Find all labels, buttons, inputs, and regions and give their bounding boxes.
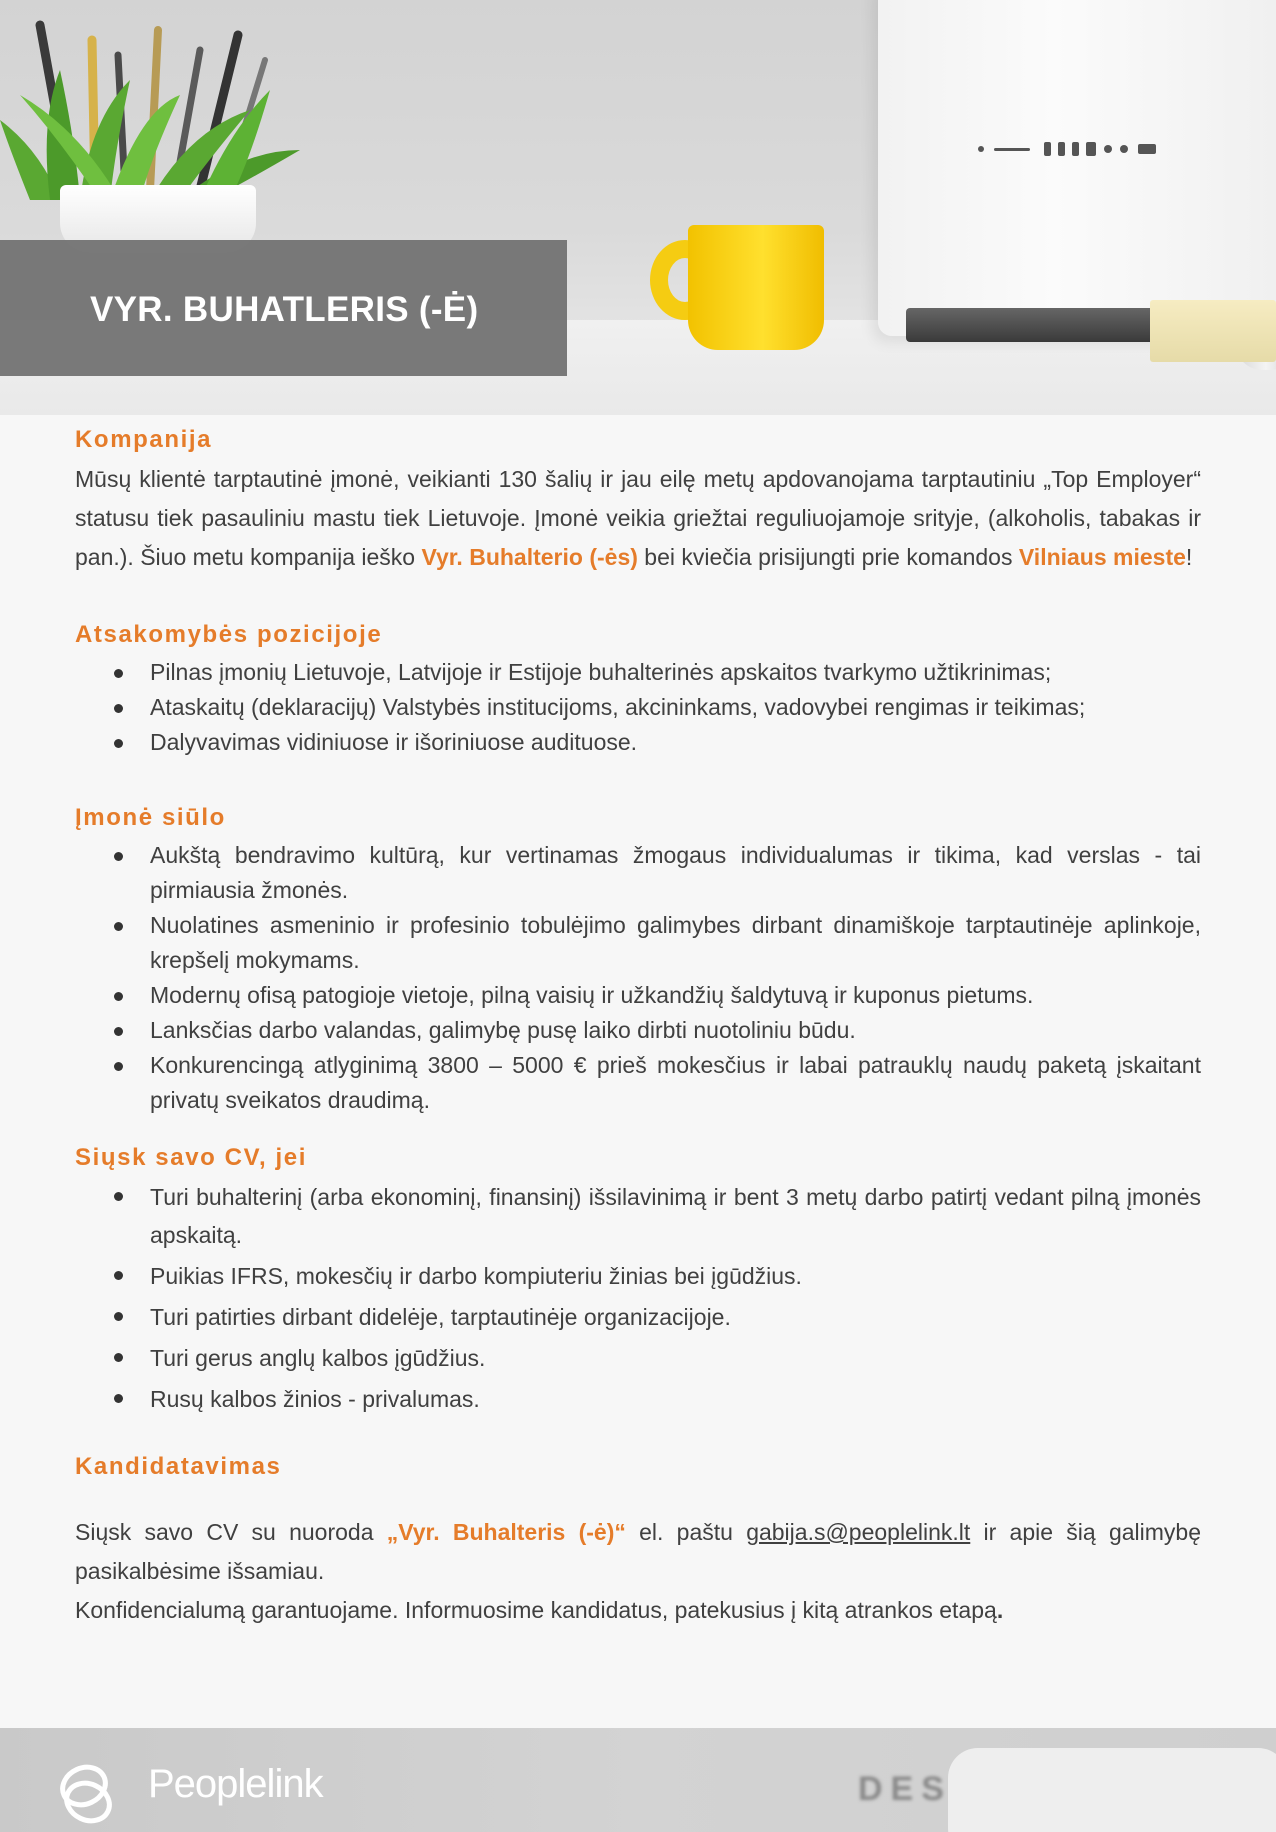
email-link[interactable]: gabija.s@peoplelink.lt: [746, 1519, 971, 1545]
confidentiality-period: .: [996, 1597, 1004, 1623]
footer-backdrop-shape: [948, 1748, 1276, 1832]
brand-name: Peoplelink: [148, 1762, 323, 1806]
list-item: Pilnas įmonių Lietuvoje, Latvijoje ir Estijoje buhalterinės apskaitos tvarkymo užtikrinimas;: [150, 655, 1201, 690]
requirements-section: [75, 1138, 1201, 1418]
list-item: Konkurencingą atlyginimą 3800 – 5000 € prieš mokesčius ir labai patrauklų naudų paketą įskaitant privatų sveikatos draudimą.: [150, 1048, 1201, 1118]
footer-backdrop-text: DES: [858, 1770, 952, 1808]
application-text: [75, 1513, 1201, 1591]
list-item: Rusų kalbos žinios - privalumas.: [150, 1380, 1201, 1418]
company-heading: Kompanija: [75, 426, 213, 453]
confidentiality-text: [75, 1591, 1201, 1630]
company-text-part-1: Mūsų klientė tarptautinė įmonė, veikianti 130 šalių ir jau eilę metų apdovanojama tarptautiniu „Top Employer“ statusu tiek pasauliniu mastu tiek Lietuvoje. Įmonė veikia griežtai reguliuojamoje srityje, (alkoholis, tabakas ir pan.). Šiuo metu kompanija ieško: [75, 466, 1201, 570]
list-item: Turi patirties dirbant didelėje, tarptautinėje organizacijoje.: [150, 1298, 1201, 1336]
offer-section: [75, 798, 1201, 1118]
confidentiality-note: Konfidencialumą garantuojame. Informuosime kandidatus, patekusius į kitą atrankos etapą: [75, 1597, 997, 1623]
yellow-mug-image: [688, 225, 824, 350]
list-item: Nuolatines asmeninio ir profesinio tobulėjimo galimybes dirbant dinamiškoje tarptautinėje aplinkoje, krepšelį mokymams.: [150, 908, 1201, 978]
title-box: [0, 240, 567, 376]
list-item: Ataskaitų (deklaracijų) Valstybės institucijoms, akcininkams, vadovybei rengimas ir teikimas;: [150, 690, 1201, 725]
responsibilities-section: [75, 615, 1201, 760]
application-text-part-3: ir apie šią galimybę pasikalbėsime išsamiau.: [75, 1519, 1201, 1584]
requirements-list: [75, 1178, 1201, 1418]
plant-pencils-image: [0, 0, 330, 205]
sticky-notes-image: [1150, 300, 1276, 362]
responsibilities-heading: Atsakomybės pozicijoje: [75, 621, 383, 648]
requirements-heading: Siųsk savo CV, jei: [75, 1144, 308, 1171]
company-section: [75, 420, 1201, 577]
list-item: Lanksčias darbo valandas, galimybę pusę laiko dirbti nuotoliniu būdu.: [150, 1013, 1201, 1048]
job-description: [75, 420, 1201, 1630]
responsibilities-list: [75, 655, 1201, 760]
keyboard-image: [906, 308, 1176, 342]
peoplelink-logo-icon[interactable]: [50, 1758, 122, 1830]
list-item: Puikias IFRS, mokesčių ir darbo kompiuteriu žinias bei įgūdžius.: [150, 1257, 1201, 1295]
location-highlight: Vilniaus mieste: [1018, 544, 1186, 570]
application-heading: Kandidatavimas: [75, 1453, 282, 1480]
offer-heading: Įmonė siūlo: [75, 804, 226, 831]
list-item: Modernų ofisą patogioje vietoje, pilną vaisių ir užkandžių šaldytuvą ir kuponus pietums.: [150, 978, 1201, 1013]
offer-list: [75, 838, 1201, 1118]
position-highlight: Vyr. Buhalterio (-ės): [421, 544, 638, 570]
list-item: Turi gerus anglų kalbos įgūdžius.: [150, 1339, 1201, 1377]
reference-highlight: „Vyr. Buhalteris (-ė)“: [386, 1519, 626, 1545]
list-item: Dalyvavimas vidiniuose ir išoriniuose audituose.: [150, 725, 1201, 760]
monitor-image: [878, 0, 1276, 336]
company-text-part-2: bei kviečia prisijungti prie komandos: [637, 544, 1019, 570]
list-item: Aukštą bendravimo kultūrą, kur vertinamas žmogaus individualumas ir tikima, kad verslas - tai pirmiausia žmonės.: [150, 838, 1201, 908]
application-text-part-2: el. paštu: [625, 1519, 747, 1545]
list-item: Turi buhalterinį (arba ekonominį, finansinį) išsilavinimą ir bent 3 metų darbo patirtį vedant pilną įmonės apskaitą.: [150, 1178, 1201, 1254]
footer-banner: [0, 1728, 1276, 1832]
application-text-part-1: Siųsk savo CV su nuoroda: [75, 1519, 387, 1545]
monitor-ports: [978, 142, 1168, 156]
company-text-part-3: !: [1185, 544, 1193, 570]
application-section: [75, 1447, 1201, 1630]
hero-banner: [0, 0, 1276, 415]
job-title: VYR. BUHATLERIS (-Ė): [90, 290, 479, 329]
company-text: [75, 460, 1201, 577]
